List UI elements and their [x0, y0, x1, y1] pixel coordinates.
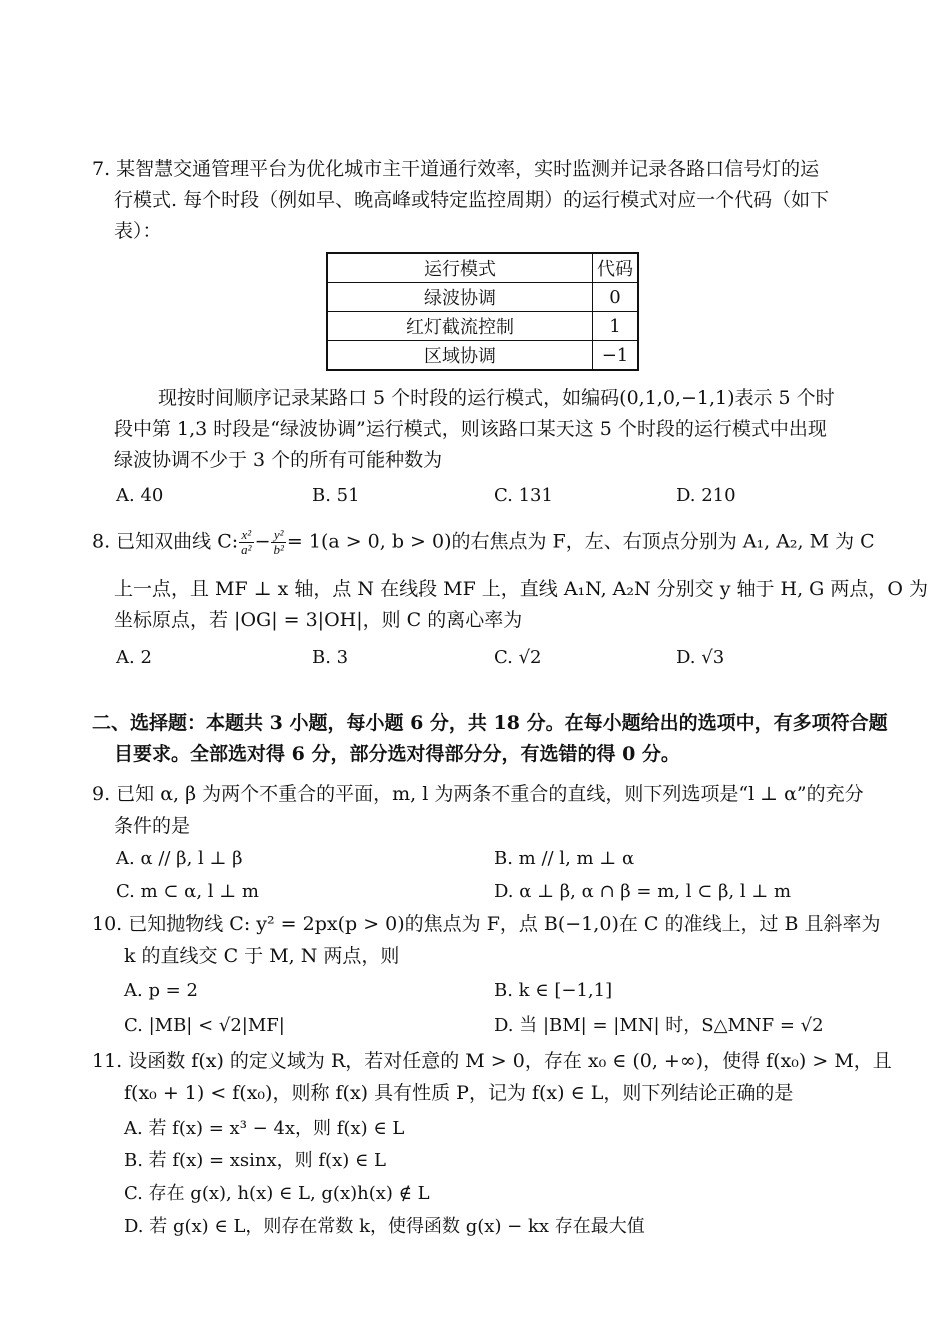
- q7-line3: 表）：: [114, 220, 162, 242]
- table-row: [327, 283, 638, 312]
- q8-frac-y-num: y²: [271, 528, 285, 543]
- q9-option-d: D. α ⊥ β, α ∩ β = m, l ⊂ β, l ⊥ m: [494, 881, 792, 902]
- q8-option-a: A. 2: [116, 647, 152, 668]
- q8-option-d: D. √3: [676, 647, 725, 668]
- q7-option-d: D. 210: [676, 485, 736, 506]
- q10-option-c: C. |MB| < √2|MF|: [124, 1015, 285, 1036]
- q8-frac-y-den: b²: [273, 542, 284, 557]
- q8-frac-x: [239, 528, 253, 557]
- q7-body1: 现按时间顺序记录某路口 5 个时段的运行模式，如编码(0,1,0,−1,1)表示 5 个时: [158, 387, 835, 409]
- q8-rest: = 1(a > 0, b > 0)的右焦点为 F，左、右顶点分别为 A₁, A₂, M 为 C: [286, 530, 875, 553]
- q11-line2: f(x₀ + 1) < f(x₀)，则称 f(x) 具有性质 P，记为 f(x) ∈ L，则下列结论正确的是: [124, 1082, 794, 1104]
- table-cell: 1: [593, 312, 639, 341]
- table-header-code: 代码: [593, 253, 639, 283]
- q10-option-a: A. p = 2: [124, 980, 198, 1001]
- q7-option-b: B. 51: [312, 485, 360, 506]
- q11-option-a: A. 若 f(x) = x³ − 4x，则 f(x) ∈ L: [124, 1118, 405, 1139]
- q7-option-c: C. 131: [494, 485, 553, 506]
- table-row: [327, 341, 638, 371]
- q10-line2: k 的直线交 C 于 M, N 两点，则: [124, 945, 400, 967]
- q11-option-c: C. 存在 g(x), h(x) ∈ L, g(x)h(x) ∉ L: [124, 1183, 430, 1204]
- table-row: [327, 312, 638, 341]
- table-header-row: [327, 253, 638, 283]
- q10-option-b: B. k ∈ [−1,1]: [494, 980, 613, 1001]
- q8-frac-x-den: a²: [241, 542, 252, 557]
- q8-option-c: C. √2: [494, 647, 542, 668]
- q9-option-c: C. m ⊂ α, l ⊥ m: [116, 881, 259, 902]
- q11-option-b: B. 若 f(x) = xsinx，则 f(x) ∈ L: [124, 1150, 386, 1171]
- q11-line1: 11. 设函数 f(x) 的定义域为 R，若对任意的 M > 0，存在 x₀ ∈ (0, +∞)，使得 f(x₀) > M，且: [92, 1050, 892, 1072]
- mode-code-table: [326, 252, 639, 371]
- q8-line3: 坐标原点，若 |OG| = 3|OH|，则 C 的离心率为: [114, 609, 523, 631]
- q11-option-d: D. 若 g(x) ∈ L，则存在常数 k，使得函数 g(x) − kx 存在最大值: [124, 1216, 645, 1237]
- q8-frac-x-num: x²: [239, 528, 253, 543]
- q8-prefix: 8. 已知双曲线 C:: [92, 530, 239, 553]
- q7-body2: 段中第 1,3 时段是“绿波协调”运行模式，则该路口某天这 5 个时段的运行模式中出现: [114, 418, 827, 440]
- table-header-mode: 运行模式: [327, 253, 593, 283]
- q9-line1: 9. 已知 α, β 为两个不重合的平面，m, l 为两条不重合的直线，则下列选项是“l ⊥ α”的充分: [92, 783, 864, 805]
- q10-line1: 10. 已知抛物线 C: y² = 2px(p > 0)的焦点为 F，点 B(−1,0)在 C 的准线上，过 B 且斜率为: [92, 913, 881, 935]
- q8-frac-y: [271, 528, 285, 557]
- q9-option-b: B. m // l, m ⊥ α: [494, 848, 635, 869]
- table-cell: 红灯截流控制: [327, 312, 593, 341]
- section2-heading-line2: 目要求。全部选对得 6 分，部分选对得部分分，有选错的得 0 分。: [114, 743, 680, 765]
- q8-minus: −: [254, 530, 271, 553]
- section2-heading-line1: 二、选择题：本题共 3 小题，每小题 6 分，共 18 分。在每小题给出的选项中，有多项符合题: [92, 712, 888, 734]
- q9-option-a: A. α // β, l ⊥ β: [116, 848, 243, 869]
- q8-line2: 上一点，且 MF ⊥ x 轴，点 N 在线段 MF 上，直线 A₁N, A₂N 分别交 y 轴于 H, G 两点，O 为: [114, 578, 929, 600]
- q7-line2: 行模式. 每个时段（例如早、晚高峰或特定监控周期）的运行模式对应一个代码（如下: [114, 189, 830, 211]
- q7-body3: 绿波协调不少于 3 个的所有可能种数为: [114, 449, 443, 471]
- q8-option-b: B. 3: [312, 647, 349, 668]
- table-cell: 绿波协调: [327, 283, 593, 312]
- table-cell: 区域协调: [327, 341, 593, 371]
- q8-line1: [92, 528, 875, 557]
- table-cell: 0: [593, 283, 639, 312]
- table-cell: −1: [593, 341, 639, 371]
- q10-option-d: D. 当 |BM| = |MN| 时，S△MNF = √2: [494, 1015, 824, 1036]
- q9-line2: 条件的是: [114, 815, 191, 837]
- q7-line1: 7. 某智慧交通管理平台为优化城市主干道通行效率，实时监测并记录各路口信号灯的运: [92, 158, 820, 180]
- q7-option-a: A. 40: [116, 485, 164, 506]
